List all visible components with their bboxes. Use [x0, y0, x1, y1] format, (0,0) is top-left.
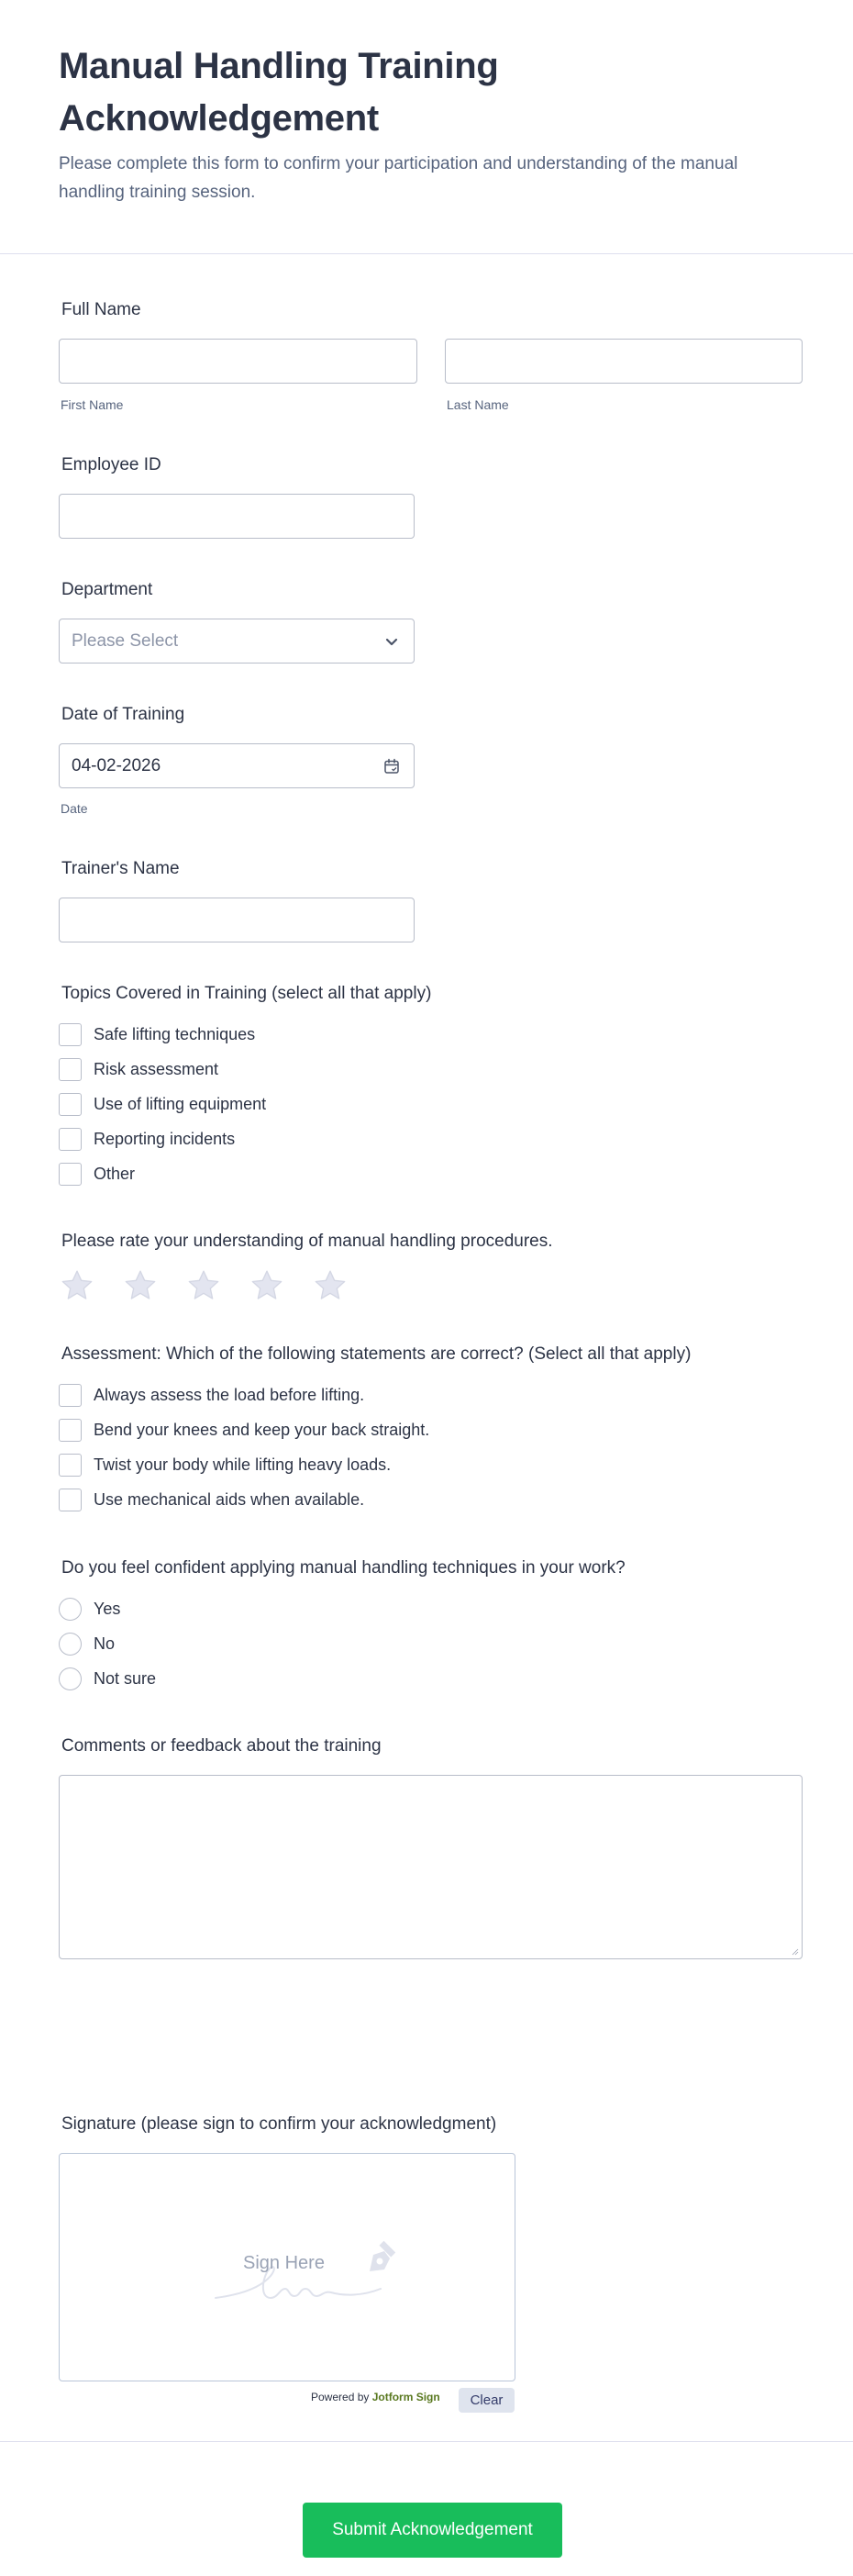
topic-option[interactable] — [59, 1057, 218, 1081]
assessment-option-label: Use mechanical aids when available. — [94, 1489, 365, 1509]
first-name-input[interactable] — [59, 339, 417, 384]
star-icon[interactable] — [185, 1267, 222, 1304]
topic-option-label: Reporting incidents — [94, 1129, 236, 1148]
department-placeholder: Please Select — [72, 631, 179, 651]
radio-button[interactable] — [59, 1633, 82, 1656]
checkbox[interactable] — [59, 1023, 82, 1046]
checkbox[interactable] — [59, 1419, 82, 1442]
topic-option[interactable] — [59, 1022, 255, 1046]
signature-pad[interactable] — [59, 2153, 515, 2381]
star-rating[interactable] — [59, 1267, 375, 1304]
form-subtitle: Please complete this form to confirm your participation and understanding of the manual handling training session. — [59, 154, 738, 202]
pen-nib-icon — [364, 2238, 401, 2275]
confidence-option-label: Yes — [94, 1599, 121, 1618]
date-sublabel: Date — [61, 801, 88, 816]
assessment-option-label: Always assess the load before lifting. — [94, 1385, 365, 1404]
last-name-sublabel: Last Name — [447, 397, 509, 412]
confidence-option-label: No — [94, 1634, 116, 1653]
star-icon[interactable] — [59, 1267, 95, 1304]
sign-here-placeholder: Sign Here — [243, 2253, 325, 2273]
calendar-icon[interactable] — [382, 757, 401, 775]
date-input[interactable] — [59, 743, 415, 788]
confidence-label: Do you feel confident applying manual handling techniques in your work? — [61, 1558, 626, 1578]
trainer-name-input[interactable] — [59, 898, 415, 942]
rating-label: Please rate your understanding of manual handling procedures. — [61, 1232, 553, 1251]
date-of-training-label: Date of Training — [61, 705, 185, 724]
assessment-option-label: Bend your knees and keep your back straight. — [94, 1420, 430, 1439]
assessment-label: Assessment: Which of the following statements are correct? (Select all that apply) — [61, 1344, 692, 1364]
comments-label: Comments or feedback about the training — [61, 1736, 382, 1756]
confidence-option[interactable] — [59, 1667, 156, 1690]
checkbox[interactable] — [59, 1058, 82, 1081]
assessment-option[interactable] — [59, 1418, 429, 1442]
assessment-option[interactable] — [59, 1453, 391, 1477]
topic-option[interactable] — [59, 1127, 235, 1151]
radio-button[interactable] — [59, 1667, 82, 1690]
form-title: Manual Handling Training Acknowledgement — [59, 46, 499, 139]
topic-option-label: Other — [94, 1164, 136, 1183]
checkbox[interactable] — [59, 1163, 82, 1186]
clear-signature-button[interactable]: Clear — [459, 2388, 515, 2413]
powered-by-brand-link[interactable]: Jotform Sign — [371, 2391, 440, 2403]
form-footer — [0, 2441, 853, 2576]
assessment-option[interactable] — [59, 1488, 364, 1511]
assessment-option-label: Twist your body while lifting heavy loads. — [94, 1455, 392, 1474]
topic-option-label: Risk assessment — [94, 1059, 219, 1078]
star-icon[interactable] — [312, 1267, 349, 1304]
date-value: 04-02-2026 — [72, 756, 161, 775]
trainer-name-label: Trainer's Name — [61, 859, 180, 878]
first-name-sublabel: First Name — [61, 397, 124, 412]
topic-option[interactable] — [59, 1092, 266, 1116]
topic-option-label: Safe lifting techniques — [94, 1024, 256, 1043]
signature-label: Signature (please sign to confirm your acknowledgment) — [61, 2114, 497, 2134]
assessment-option[interactable] — [59, 1383, 364, 1407]
last-name-input[interactable] — [445, 339, 803, 384]
resize-handle-icon[interactable] — [790, 1946, 799, 1956]
radio-button[interactable] — [59, 1598, 82, 1621]
topics-label: Topics Covered in Training (select all that apply) — [61, 984, 432, 1003]
chevron-down-icon — [382, 632, 401, 651]
confidence-option[interactable] — [59, 1597, 120, 1621]
powered-by-text — [311, 2391, 440, 2403]
topic-option-label: Use of lifting equipment — [94, 1094, 267, 1113]
comments-textarea[interactable] — [59, 1775, 803, 1959]
employee-id-label: Employee ID — [61, 455, 161, 474]
submit-button[interactable]: Submit Acknowledgement — [303, 2503, 562, 2558]
form-header — [0, 0, 853, 254]
checkbox[interactable] — [59, 1454, 82, 1477]
checkbox[interactable] — [59, 1384, 82, 1407]
employee-id-input[interactable] — [59, 494, 415, 539]
topic-option[interactable] — [59, 1162, 135, 1186]
checkbox[interactable] — [59, 1489, 82, 1511]
star-icon[interactable] — [249, 1267, 285, 1304]
department-label: Department — [61, 580, 153, 599]
department-select[interactable] — [59, 619, 415, 664]
full-name-label: Full Name — [61, 300, 141, 319]
checkbox[interactable] — [59, 1093, 82, 1116]
powered-by-prefix: Powered by — [311, 2391, 370, 2403]
confidence-option[interactable] — [59, 1632, 115, 1656]
checkbox[interactable] — [59, 1128, 82, 1151]
confidence-option-label: Not sure — [94, 1668, 157, 1688]
star-icon[interactable] — [122, 1267, 159, 1304]
